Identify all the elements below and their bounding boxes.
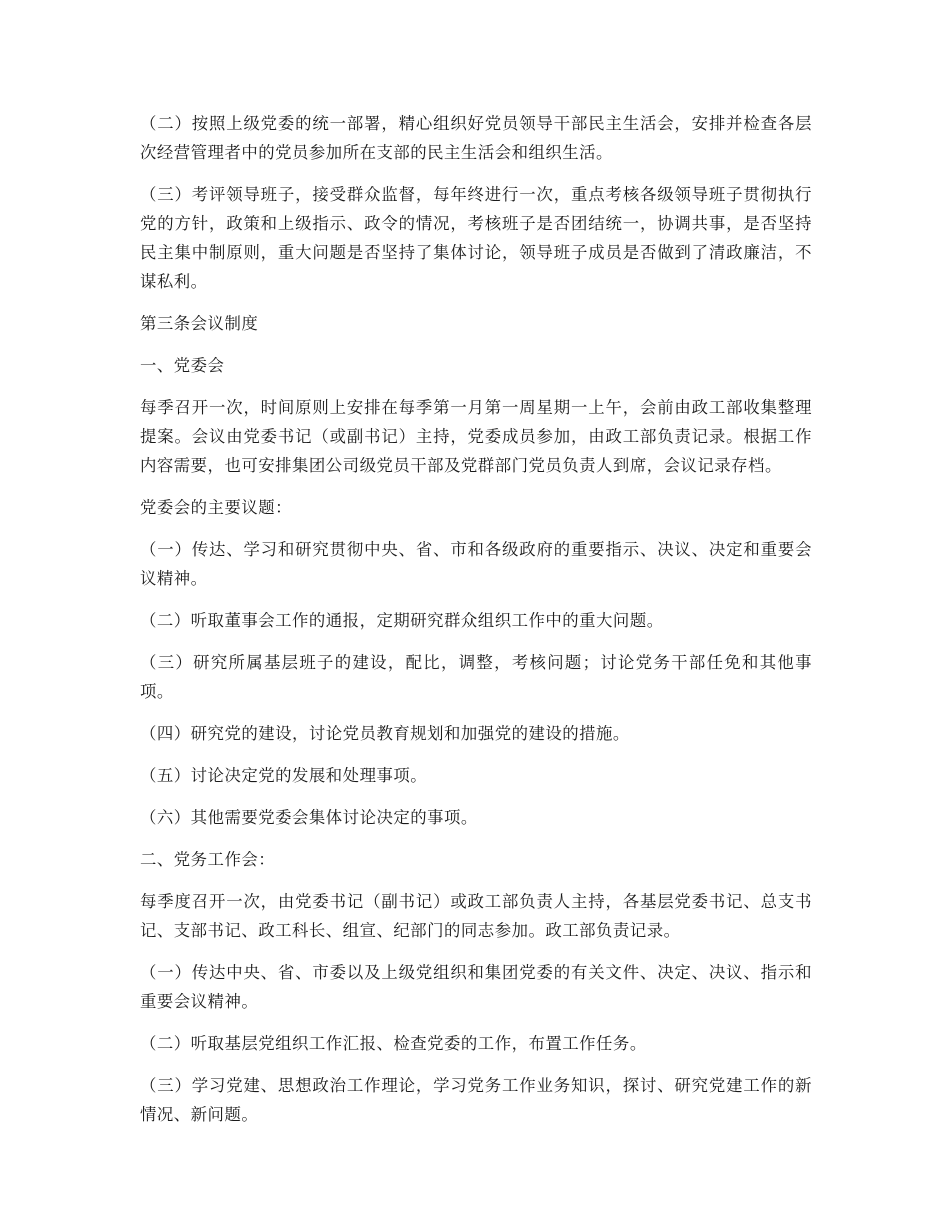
paragraph-2: （三）考评领导班子，接受群众监督，每年终进行一次，重点考核各级领导班子贯彻执行党的方针，政策和上级指示、政令的情况，考核班子是否团结统一，协调共事，是否坚持民主集中制原则，重大问题是否坚持了集体讨论，领导班子成员是否做到了清政廉洁，不谋私利。	[140, 185, 812, 291]
paragraph-17: （三）学习党建、思想政治工作理论，学习党务工作业务知识，探讨、研究党建工作的新情况、新问题。	[140, 1076, 812, 1124]
paragraph-16: （二）听取基层党组织工作汇报、检查党委的工作，布置工作任务。	[140, 1034, 647, 1053]
document-body	[140, 109, 812, 1142]
paragraph-10: （四）研究党的建设，讨论党员教育规划和加强党的建设的措施。	[140, 724, 630, 743]
paragraph-15: （一）传达中央、省、市委以及上级党组织和集团党委的有关文件、决定、决议、指示和重要会议精神。	[140, 963, 812, 1011]
paragraph-14: 每季度召开一次，由党委书记（副书记）或政工部负责人主持，各基层党委书记、总支书记、支部书记、政工科长、组宣、纪部门的同志参加。政工部负责记录。	[140, 892, 812, 940]
paragraph-7: （一）传达、学习和研究贯彻中央、省、市和各级政府的重要指示、决议、决定和重要会议精神。	[140, 540, 812, 588]
paragraph-5: 每季召开一次，时间原则上安排在每季第一月第一周星期一上午，会前由政工部收集整理提案。会议由党委书记（或副书记）主持，党委成员参加，由政工部负责记录。根据工作内容需要，也可安排集团公司级党员干部及党群部门党员负责人到席，会议记录存档。	[140, 398, 812, 475]
paragraph-9: （三）研究所属基层班子的建设，配比，调整，考核问题；讨论党务干部任免和其他事项。	[140, 653, 812, 701]
paragraph-8: （二）听取董事会工作的通报，定期研究群众组织工作中的重大问题。	[140, 611, 664, 630]
paragraph-11: （五）讨论决定党的发展和处理事项。	[140, 766, 428, 785]
subsection-heading-party-committee: 一、党委会	[140, 356, 225, 375]
paragraph-12: （六）其他需要党委会集体讨论决定的事项。	[140, 808, 478, 827]
subsection-heading-party-affairs-meeting: 二、党务工作会：	[140, 850, 276, 869]
paragraph-6: 党委会的主要议题：	[140, 498, 293, 517]
paragraph-1: （二）按照上级党委的统一部署，精心组织好党员领导干部民主生活会，安排并检查各层次经营管理者中的党员参加所在支部的民主生活会和组织生活。	[140, 114, 812, 162]
section-heading-meeting-system: 第三条会议制度	[140, 314, 259, 333]
